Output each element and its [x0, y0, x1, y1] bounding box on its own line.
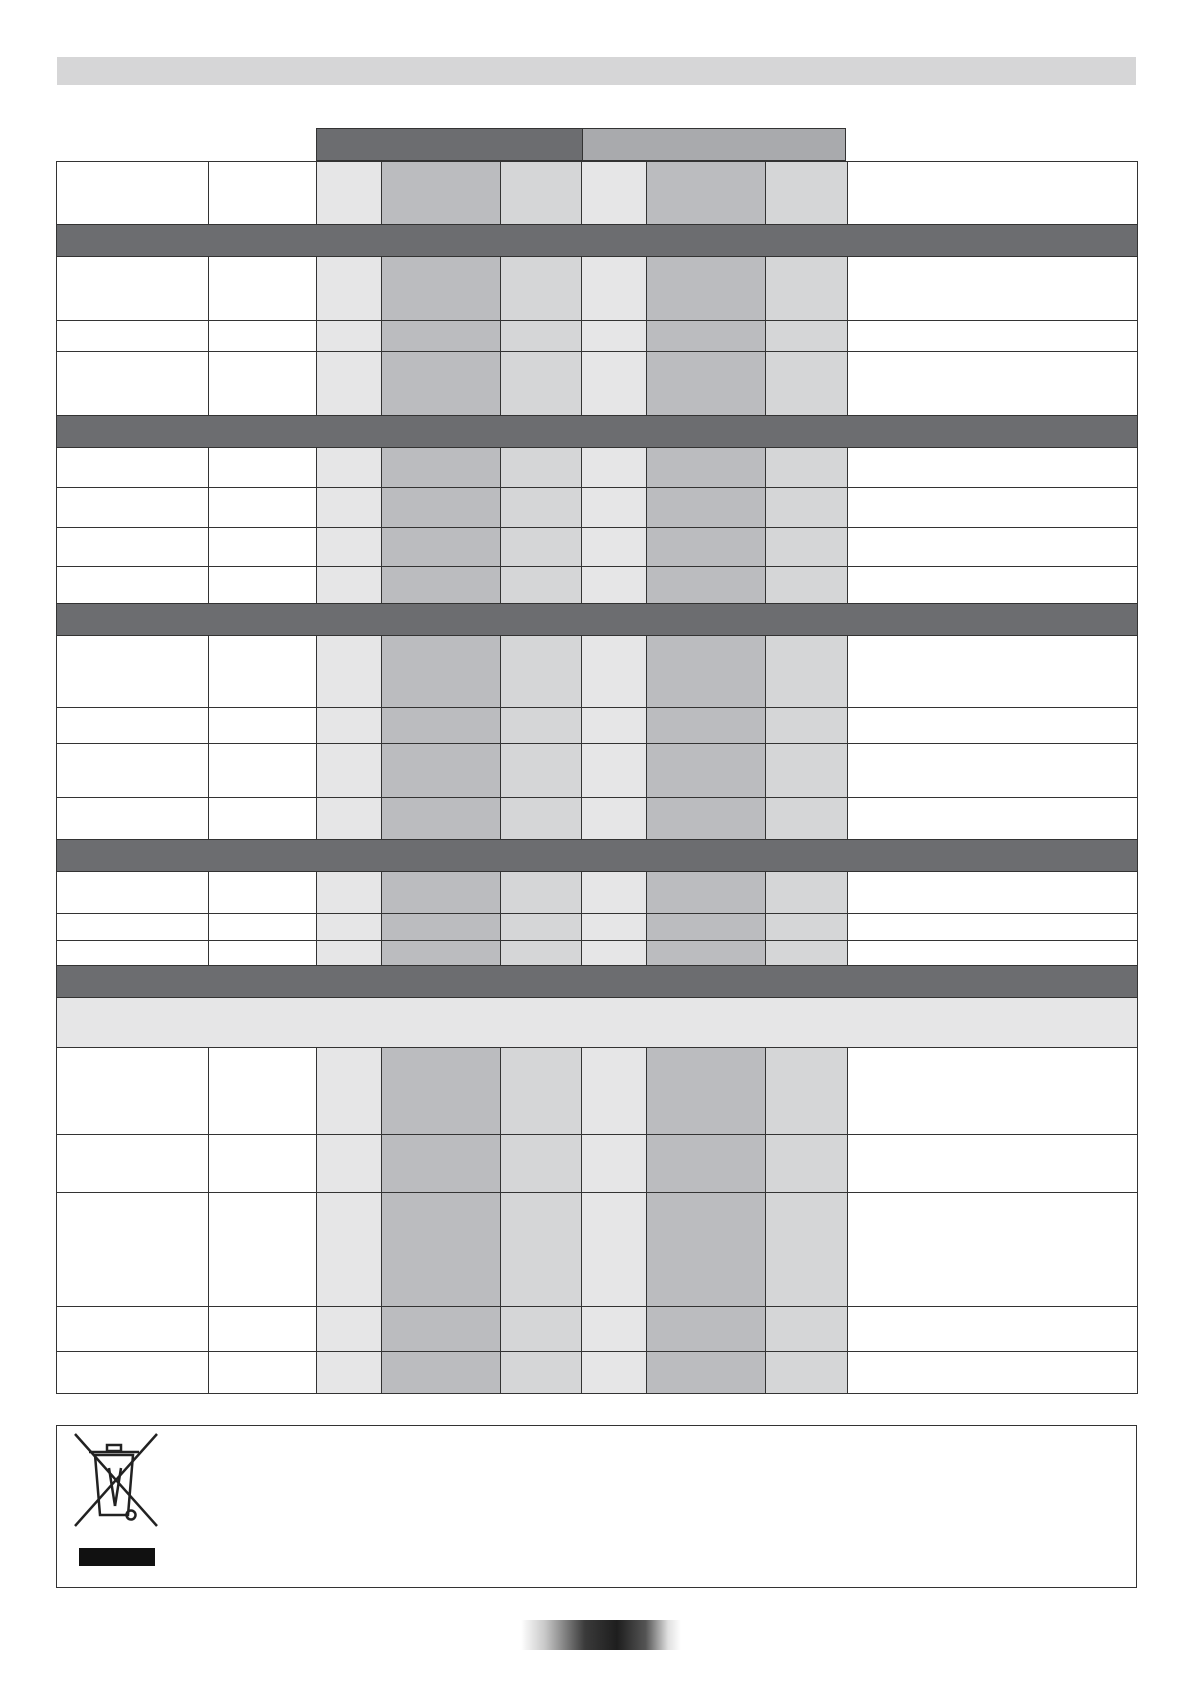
table-row [57, 321, 1138, 352]
table-cell [317, 798, 382, 840]
table-cell [501, 528, 582, 567]
table-cell [582, 257, 647, 321]
table-cell [209, 1352, 317, 1394]
specification-table [56, 161, 1138, 1394]
table-cell [647, 488, 766, 528]
table-cell [848, 1193, 1138, 1307]
section-header-row [57, 604, 1138, 636]
table-cell [848, 488, 1138, 528]
table-row [57, 636, 1138, 708]
table-cell [647, 567, 766, 604]
table-row [57, 798, 1138, 840]
table-cell [501, 1048, 582, 1135]
table-cell [209, 1048, 317, 1135]
table-cell [848, 1352, 1138, 1394]
table-cell [582, 798, 647, 840]
table-cell [57, 528, 209, 567]
section-header-row [57, 416, 1138, 448]
table-cell [57, 744, 209, 798]
table-cell [209, 872, 317, 914]
table-cell [647, 162, 766, 225]
table-cell [647, 941, 766, 966]
table-cell [382, 798, 501, 840]
table-cell [647, 872, 766, 914]
table-cell [501, 1135, 582, 1193]
table-cell [57, 567, 209, 604]
section-title [57, 840, 1138, 872]
table-cell [209, 798, 317, 840]
table-cell [766, 1135, 848, 1193]
table-row [57, 914, 1138, 941]
table-cell [209, 321, 317, 352]
table-cell [501, 798, 582, 840]
table-cell [647, 1307, 766, 1352]
table-cell [501, 744, 582, 798]
table-cell [57, 872, 209, 914]
table-row [57, 1352, 1138, 1394]
table-cell [647, 1135, 766, 1193]
table-cell [501, 636, 582, 708]
table-cell [848, 1048, 1138, 1135]
table-cell [317, 941, 382, 966]
table-cell [209, 1307, 317, 1352]
table-cell [848, 941, 1138, 966]
table-cell [209, 352, 317, 416]
column-group-header-2 [582, 128, 846, 161]
table-cell [647, 321, 766, 352]
table-cell [647, 257, 766, 321]
table-cell [209, 488, 317, 528]
table-row [57, 448, 1138, 488]
section-title [57, 604, 1138, 636]
table-cell [848, 914, 1138, 941]
table-cell [209, 1193, 317, 1307]
table-cell [582, 1135, 647, 1193]
table-cell [766, 352, 848, 416]
table-cell [57, 488, 209, 528]
table-cell [766, 1048, 848, 1135]
table-cell [766, 162, 848, 225]
table-cell [848, 528, 1138, 567]
table-cell [382, 528, 501, 567]
table-row [57, 567, 1138, 604]
table-cell [766, 708, 848, 744]
table-cell [57, 321, 209, 352]
table-cell [501, 488, 582, 528]
table-cell [501, 941, 582, 966]
table-row [57, 708, 1138, 744]
table-cell [57, 636, 209, 708]
table-cell [647, 352, 766, 416]
table-cell [582, 1193, 647, 1307]
table-cell [209, 162, 317, 225]
table-cell [382, 1307, 501, 1352]
table-cell [317, 1048, 382, 1135]
table-row [57, 1048, 1138, 1135]
table-row [57, 941, 1138, 966]
table-cell [582, 1307, 647, 1352]
table-cell [209, 1135, 317, 1193]
table-cell [317, 1193, 382, 1307]
table-cell [647, 744, 766, 798]
table-cell [501, 448, 582, 488]
table-cell [848, 567, 1138, 604]
table-cell [582, 448, 647, 488]
table-cell [382, 488, 501, 528]
table-cell [647, 1352, 766, 1394]
table-cell [317, 1352, 382, 1394]
table-cell [766, 448, 848, 488]
table-cell [848, 321, 1138, 352]
table-cell [382, 914, 501, 941]
table-cell [501, 1352, 582, 1394]
table-cell [57, 941, 209, 966]
table-cell [848, 798, 1138, 840]
table-cell [582, 744, 647, 798]
table-cell [501, 872, 582, 914]
table-cell [582, 567, 647, 604]
table-cell [766, 1352, 848, 1394]
table-cell [647, 798, 766, 840]
table-cell [57, 798, 209, 840]
table-cell [766, 636, 848, 708]
table-cell [317, 1135, 382, 1193]
table-cell [766, 321, 848, 352]
section-header-row [57, 225, 1138, 257]
table-row [57, 1307, 1138, 1352]
table-cell [766, 567, 848, 604]
table-cell [582, 488, 647, 528]
table-cell [766, 744, 848, 798]
table-cell [209, 567, 317, 604]
table-cell [209, 708, 317, 744]
table-cell [57, 257, 209, 321]
table-cell [57, 914, 209, 941]
table-row [57, 352, 1138, 416]
table-cell [317, 872, 382, 914]
table-cell [382, 1352, 501, 1394]
table-cell [848, 352, 1138, 416]
table-cell [766, 1307, 848, 1352]
table-cell [317, 708, 382, 744]
table-cell [382, 1193, 501, 1307]
table-row [57, 744, 1138, 798]
table-cell [647, 636, 766, 708]
table-cell [382, 257, 501, 321]
table-cell [382, 352, 501, 416]
table-cell [582, 636, 647, 708]
table-row [57, 257, 1138, 321]
header-bar [57, 57, 1136, 85]
table-cell [317, 321, 382, 352]
table-cell [501, 914, 582, 941]
table-cell [582, 321, 647, 352]
table-cell [766, 872, 848, 914]
table-cell [582, 162, 647, 225]
table-cell [57, 708, 209, 744]
page-number-marker [521, 1620, 681, 1650]
table-cell [766, 528, 848, 567]
table-cell [317, 352, 382, 416]
table-cell [766, 941, 848, 966]
table-cell [382, 744, 501, 798]
table-cell [501, 257, 582, 321]
table-cell [848, 162, 1138, 225]
table-cell [848, 744, 1138, 798]
table-cell [647, 914, 766, 941]
table-cell [209, 744, 317, 798]
table-row [57, 488, 1138, 528]
section-title [57, 966, 1138, 998]
table-cell [647, 708, 766, 744]
table-cell [317, 744, 382, 798]
table-row [57, 872, 1138, 914]
table-row [57, 1193, 1138, 1307]
table-cell [317, 1307, 382, 1352]
crossed-out-wheeled-bin-icon [65, 1430, 165, 1578]
table-cell [848, 708, 1138, 744]
table-cell [209, 448, 317, 488]
section-header-row [57, 966, 1138, 998]
table-cell [848, 1135, 1138, 1193]
table-cell [501, 162, 582, 225]
table-cell [382, 1135, 501, 1193]
table-cell [766, 488, 848, 528]
table-cell [382, 162, 501, 225]
table-cell [647, 528, 766, 567]
table-cell [848, 448, 1138, 488]
table-cell [582, 708, 647, 744]
table-row [57, 528, 1138, 567]
table-cell [382, 708, 501, 744]
table-cell [317, 162, 382, 225]
section-title [57, 416, 1138, 448]
table-cell [766, 798, 848, 840]
table-cell [647, 448, 766, 488]
table-cell [57, 1193, 209, 1307]
table-cell [582, 352, 647, 416]
table-cell [382, 636, 501, 708]
table-cell [501, 352, 582, 416]
table-cell [317, 448, 382, 488]
table-cell [848, 872, 1138, 914]
table-cell [209, 941, 317, 966]
table-cell [582, 914, 647, 941]
weee-disposal-notice [56, 1425, 1137, 1588]
section-note [57, 998, 1138, 1048]
table-cell [57, 162, 209, 225]
table-cell [382, 321, 501, 352]
table-cell [209, 528, 317, 567]
table-cell [57, 1307, 209, 1352]
table-cell [317, 567, 382, 604]
table-cell [382, 1048, 501, 1135]
table-cell [501, 708, 582, 744]
table-row [57, 1135, 1138, 1193]
table-cell [582, 941, 647, 966]
table-cell [382, 567, 501, 604]
table-cell [317, 914, 382, 941]
table-cell [647, 1048, 766, 1135]
table-cell [582, 1352, 647, 1394]
table-cell [501, 321, 582, 352]
table-cell [647, 1193, 766, 1307]
table-cell [382, 872, 501, 914]
table-cell [317, 488, 382, 528]
table-cell [317, 636, 382, 708]
table-cell [382, 941, 501, 966]
table-cell [317, 257, 382, 321]
table-cell [766, 257, 848, 321]
table-cell [766, 914, 848, 941]
table-cell [582, 872, 647, 914]
table-cell [57, 1048, 209, 1135]
table-cell [582, 1048, 647, 1135]
table-header-row [57, 162, 1138, 225]
table-cell [582, 528, 647, 567]
table-cell [501, 1307, 582, 1352]
table-cell [848, 1307, 1138, 1352]
section-title [57, 225, 1138, 257]
table-cell [57, 448, 209, 488]
section-note-row [57, 998, 1138, 1048]
table-cell [382, 448, 501, 488]
section-header-row [57, 840, 1138, 872]
column-group-header-1 [316, 128, 583, 161]
table-cell [209, 914, 317, 941]
table-cell [209, 257, 317, 321]
table-cell [209, 636, 317, 708]
table-cell [848, 257, 1138, 321]
table-cell [501, 567, 582, 604]
table-cell [848, 636, 1138, 708]
table-cell [501, 1193, 582, 1307]
table-cell [766, 1193, 848, 1307]
table-cell [317, 528, 382, 567]
table-cell [57, 1352, 209, 1394]
table-cell [57, 1135, 209, 1193]
table-cell [57, 352, 209, 416]
